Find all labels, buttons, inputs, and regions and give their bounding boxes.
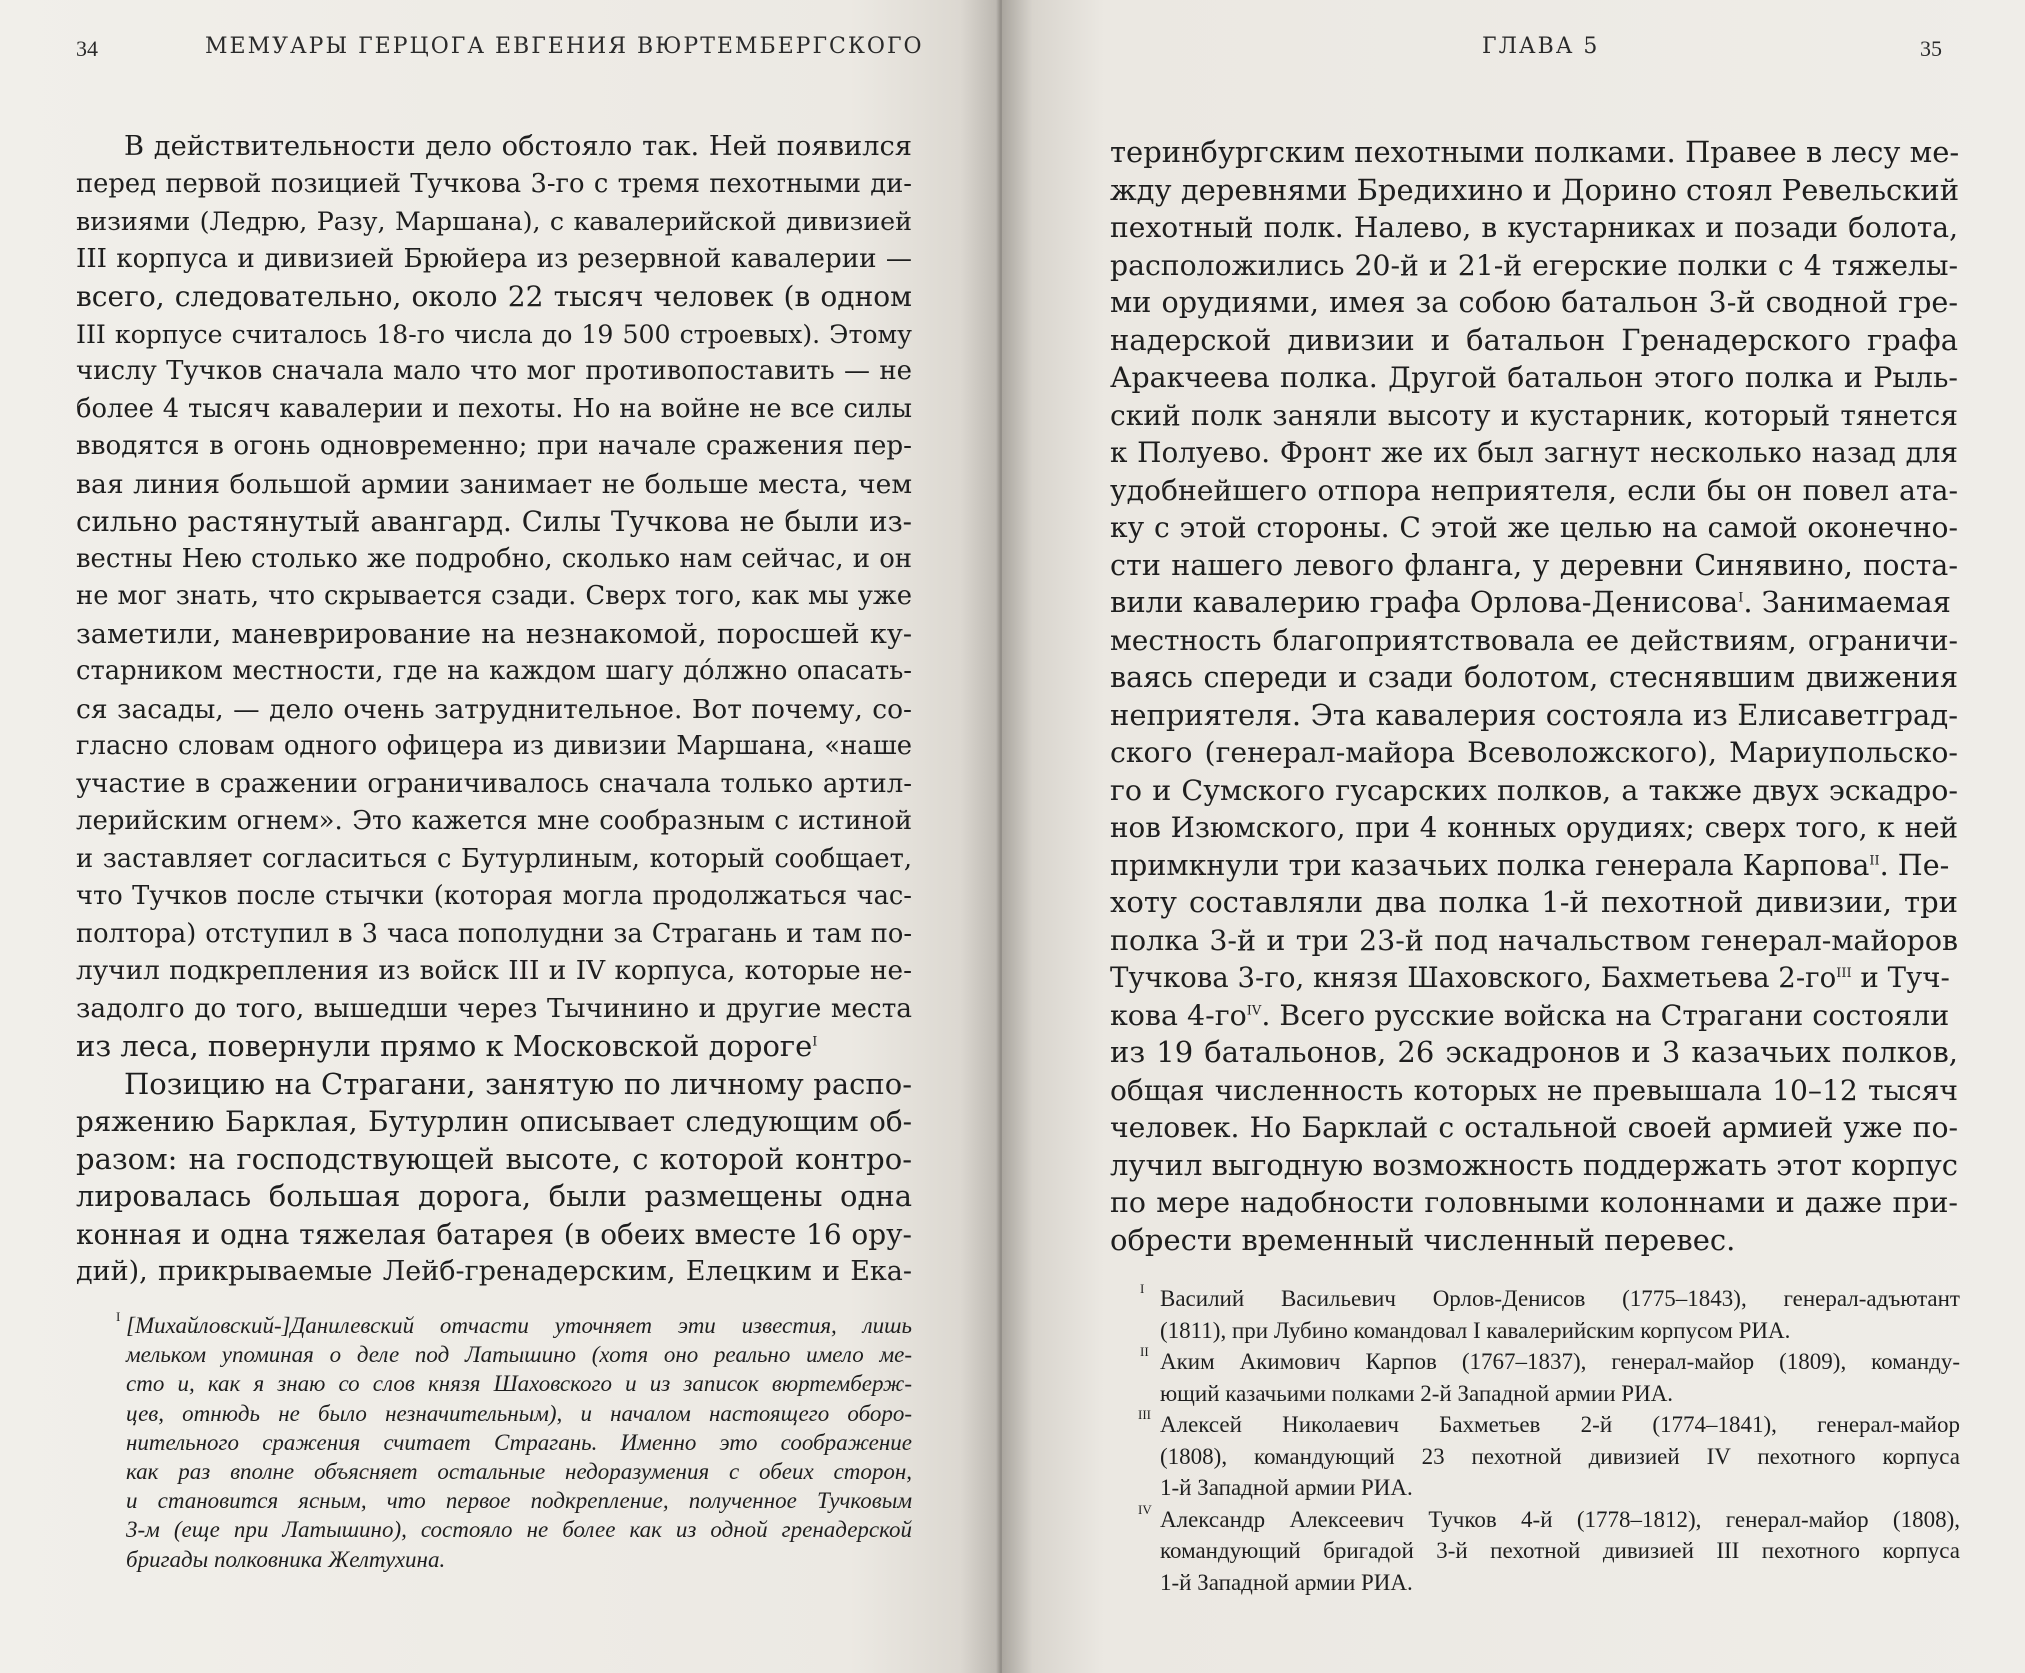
text-line: ряжению Барклая, Бутурлин описывает следующим об- — [76, 1105, 912, 1138]
text-line: числу Тучков сначала мало что мог противопоставить — не — [76, 356, 912, 386]
text-line: обрести временный численный перевес. — [1110, 1222, 1736, 1257]
text-line: ку с этой стороны. С этой же целью на самой оконечно- — [1110, 511, 1958, 544]
text-line: лировалась большая дорога, были размещены одна — [76, 1179, 912, 1213]
text-line: нов Изюмского, при 4 конных орудиях; сверх того, к ней — [1110, 811, 1958, 844]
text-line: всего, следовательно, около 22 тысяч человек (в одном — [76, 280, 912, 313]
text-line: В действительности дело обстояло так. Ней появился — [124, 131, 912, 162]
footnote-item — [1140, 1344, 1960, 1409]
text-line: полка 3-й и три 23-й под начальством генерал-майоров — [1110, 923, 1958, 957]
text-fragment: . Занимаемая — [1743, 585, 1951, 619]
footnote-line: (1811), при Лубино командовал I кавалерийским корпусом РИА. — [1160, 1317, 1791, 1343]
footnote-line: мельком упоминая о деле под Латышино (хотя оно реально имело ме- — [126, 1342, 912, 1368]
text-line — [76, 1028, 912, 1066]
text-fragment: примкнули три казачьих полка генерала Карпова — [1110, 847, 1870, 882]
text-line: ский полк заняли высоту и кустарник, который тянется — [1110, 398, 1958, 432]
text-line: гласно словам одного офицера из дивизии Маршана, «наше — [76, 731, 912, 761]
text-line: лучил подкрепления из войск III и IV корпуса, которые не- — [76, 956, 912, 986]
footnote-line: сто и, как я знаю со слов князя Шаховского и из записок вюртемберж- — [126, 1371, 912, 1397]
footnote-marker: I — [116, 1309, 121, 1324]
text-line: лучил выгодную возможность поддержать этот корпус — [1110, 1147, 1958, 1182]
text-line: что Тучков после стычки (которая могла продолжаться час- — [76, 881, 912, 911]
text-line: более 4 тысяч кавалерии и пехоты. Но на войне не все силы — [76, 393, 912, 424]
running-head-right: ГЛАВА 5 — [1482, 34, 1600, 59]
footnote-marker: III — [1138, 1407, 1151, 1422]
footnote-ref[interactable]: III — [1836, 965, 1852, 981]
footnote-line: как раз вполне объясняет остальные недоразумения с обеих сторон, — [126, 1458, 912, 1484]
footnote-line: цев, отнюдь не было незначительным), и началом настоящего оборо- — [126, 1400, 912, 1426]
footnote-ref[interactable]: I — [812, 1034, 818, 1050]
text-line: Позицию на Страгани, занятую по личному распо- — [124, 1066, 912, 1101]
text-line: жду деревнями Бредихино и Дорино стоял Ревельский — [1110, 172, 1960, 207]
text-line: дий), прикрываемые Лейб-гренадерским, Елецким и Ека- — [76, 1256, 912, 1287]
text-line — [1110, 959, 1958, 997]
text-line: ваясь спереди и сзади болотом, стеснявшим движения — [1110, 660, 1958, 694]
text-line: III корпуса и дивизией Брюйера из резервной кавалерии — — [76, 243, 912, 274]
footnote-marker: I — [1140, 1281, 1145, 1296]
text-fragment: . Пе- — [1879, 847, 1950, 882]
text-line: ми орудиями, имея за собою батальон 3-й сводной гре- — [1110, 285, 1958, 319]
left-page — [0, 0, 1000, 1673]
text-line: перед первой позицией Тучкова 3-го с тремя пехотными ди- — [76, 168, 912, 199]
text-line: визиями (Ледрю, Разу, Маршана), с кавалерийской дивизией — [76, 207, 912, 236]
page-number-left: 34 — [76, 36, 98, 61]
text-line: сти нашего левого фланга, у деревни Синявино, поста- — [1110, 547, 1958, 582]
text-line: человек. Но Барклай с остальной своей армией уже по- — [1110, 1111, 1958, 1144]
text-line: разом: на господствующей высоте, с которой контро- — [76, 1141, 912, 1176]
text-line: пехотный полк. Налево, в кустарниках и позади болота, — [1110, 211, 1958, 244]
text-line: лерийским огнем». Это кажется мне сообразным с истиной — [76, 806, 912, 836]
text-line: участие в сражении ограничивалось сначала только артил- — [76, 768, 912, 799]
text-line: Аракчеева полка. Другой батальон этого полка и Рыль- — [1110, 361, 1958, 394]
text-line: ского (генерал-майора Всеволожского), Мариупольско- — [1110, 736, 1958, 769]
footnote-line: ющий казачьими полками 2-й Западной армии РИА. — [1160, 1380, 1674, 1406]
footnote-line: нительного сражения считает Страгань. Именно это соображение — [126, 1429, 912, 1455]
text-line: неприятеля. Эта кавалерия состояла из Елисаветград- — [1110, 697, 1958, 732]
text-line: к Полуево. Фронт же их был загнут несколько назад для — [1110, 436, 1958, 469]
footnote-line: командующий бригадой 3-й пехотной дивизией III пехотного корпуса — [1160, 1538, 1960, 1563]
text-line: по мере надобности головными колоннами и даже при- — [1110, 1186, 1958, 1219]
right-footnotes — [1138, 1281, 1960, 1598]
page-number-right: 35 — [1920, 36, 1942, 61]
text-line: ся засады, — дело очень затруднительное. Вот почему, со- — [76, 693, 912, 725]
footnote-item — [1138, 1501, 1960, 1599]
text-fragment: вили кавалерию графа Орлова-Денисова — [1110, 585, 1739, 619]
text-line: из 19 батальонов, 26 эскадронов и 3 казачьих полков, — [1110, 1035, 1958, 1069]
text-line: вестны Нею столько же подробно, сколько нам сейчас, и он — [76, 543, 912, 574]
text-line: расположились 20-й и 21-й егерские полки с 4 тяжелы- — [1110, 248, 1958, 282]
footnote-line: бригады полковника Желтухина. — [126, 1546, 446, 1572]
text-line: хоту составляли два полка 1-й пехотной дивизии, три — [1110, 885, 1958, 919]
footnote-line: Василий Васильевич Орлов-Денисов (1775–1843), генерал-адъютант — [1160, 1286, 1960, 1311]
right-page — [1002, 0, 2025, 1673]
footnote-line: 1-й Западной армии РИА. — [1160, 1569, 1413, 1595]
text-line — [1110, 997, 1958, 1035]
text-line: и заставляет согласиться с Бутурлиным, который сообщает, — [76, 843, 912, 874]
footnote-ref[interactable]: IV — [1246, 1003, 1262, 1019]
text-line: старником местности, где на каждом шагу до́лжно опасать- — [76, 656, 912, 686]
footnote-line: Александр Алексеевич Тучков 4-й (1778–1812), генерал-майор (1808), — [1160, 1506, 1960, 1532]
left-footnote — [116, 1309, 912, 1574]
left-body-text — [76, 128, 912, 1291]
running-head-left: МЕМУАРЫ ГЕРЦОГА ЕВГЕНИЯ ВЮРТЕМБЕРГСКОГО — [205, 34, 924, 59]
text-line — [1110, 584, 1958, 622]
footnote-line: 1-й Западной армии РИА. — [1160, 1475, 1413, 1500]
text-line: местность благоприятствовала ее действиям, ограничи- — [1110, 623, 1958, 657]
right-body-text — [1110, 134, 1958, 1259]
text-line: III корпусе считалось 18-го числа до 19 500 строевых). Этому — [76, 319, 912, 349]
text-line: конная и одна тяжелая батарея (в обеих вместе 16 ору- — [76, 1217, 912, 1251]
text-line: вая линия большой армии занимает не больше места, чем — [76, 468, 912, 500]
text-line — [1110, 847, 1958, 885]
text-line: теринбургским пехотными полками. Правее в лесу ме- — [1110, 135, 1960, 169]
text-line: надерской дивизии и батальон Гренадерского графа — [1110, 322, 1958, 357]
text-line: сильно растянутый авангард. Силы Тучкова не были из- — [76, 505, 912, 538]
footnote-ref[interactable]: I — [1738, 590, 1744, 606]
text-fragment: Тучкова 3-го, князя Шаховского, Бахметьева 2-го — [1110, 961, 1837, 994]
text-line: удобнейшего отпора неприятеля, если бы он повел ата- — [1110, 473, 1958, 507]
footnote-ref[interactable]: II — [1869, 852, 1880, 868]
footnote-line: [Михайловский-]Данилевский отчасти уточняет эти известия, лишь — [126, 1313, 912, 1338]
footnote-line: и становится ясным, что первое подкрепление, полученное Тучковым — [126, 1488, 912, 1514]
text-fragment: и Туч- — [1851, 961, 1950, 994]
footnote-line: 3-м (еще при Латышино), состояло не более как из одной гренадерской — [126, 1517, 912, 1543]
text-line: не мог знать, что скрывается сзади. Сверх того, как мы уже — [76, 581, 912, 611]
footnote-marker: IV — [1138, 1501, 1152, 1517]
text-fragment: из леса, повернули прямо к Московской дороге — [76, 1029, 813, 1063]
text-line: полтора) отступил в 3 часа пополудни за Страгань и там по- — [76, 918, 912, 949]
footnote-item — [1140, 1281, 1960, 1346]
text-line: вводятся в огонь одновременно; при начале сражения пер- — [76, 431, 912, 461]
text-fragment: кова 4-го — [1110, 998, 1247, 1032]
footnote-line: Алексей Николаевич Бахметьев 2-й (1774–1841), генерал-майор — [1160, 1412, 1960, 1437]
text-line: заметили, маневрирование на незнакомой, поросшей ку- — [76, 618, 912, 650]
footnote-line: (1808), командующий 23 пехотной дивизией IV пехотного корпуса — [1160, 1443, 1960, 1469]
footnote-marker: II — [1140, 1344, 1149, 1359]
text-line: задолго до того, вышедши через Тычинино и другие места — [76, 993, 912, 1024]
text-fragment: . Всего русские войска на Страгани состояли — [1261, 998, 1950, 1032]
footnote-item — [1138, 1407, 1960, 1504]
text-line: общая численность которых не превышала 10–12 тысяч — [1110, 1073, 1958, 1107]
footnote-line: Аким Акимович Карпов (1767–1837), генерал-майор (1809), команду- — [1160, 1349, 1960, 1374]
text-line: го и Сумского гусарских полков, а также двух эскадро- — [1110, 773, 1958, 807]
